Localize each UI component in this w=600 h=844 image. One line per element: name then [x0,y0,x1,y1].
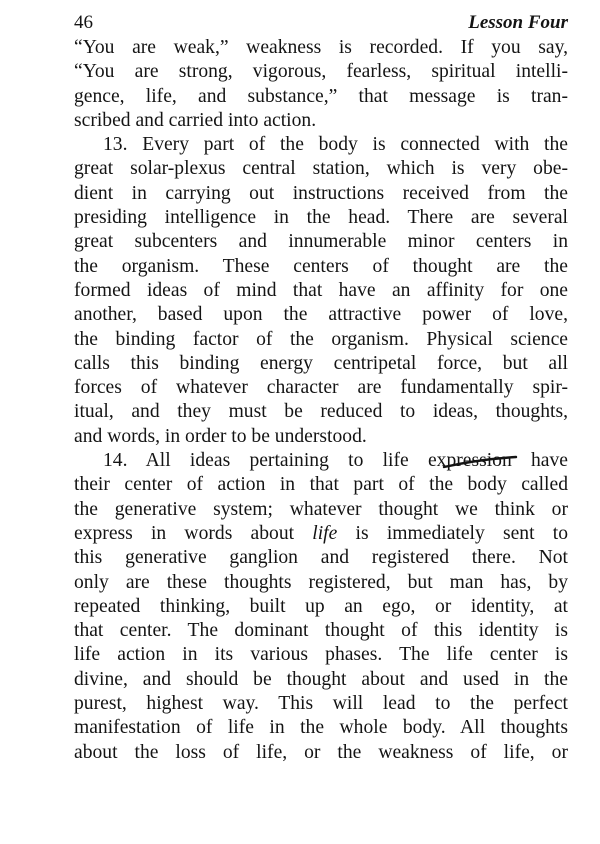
text-line: dient in carrying out instructions received from the [74,182,568,204]
text-line: and words, in order to be understood. [74,425,367,447]
text-line: forces of whatever character are fundamentally spir- [74,377,568,399]
text-line: another, based upon the attractive power of love, [74,304,568,326]
text-line: scribed and carried into action. [74,109,317,131]
text-line: purest, highest way. This will lead to the perfect [74,693,568,715]
text-line: great subcenters and innumerable minor centers in [74,231,568,253]
text-line: manifestation of life in the whole body. All thoughts [74,717,568,739]
text-line: the generative system; whatever thought we think or [74,498,568,520]
body-text [74,36,568,765]
text-segment: express in words about [74,522,313,544]
text-line: the organism. These centers of thought are the [74,255,568,277]
paragraph-13-first-line: 13. Every part of the body is connected with the [103,134,568,156]
text-line: gence, life, and substance,” that message is tran- [74,85,568,107]
pen-stroke-mark [440,452,520,472]
text-line: repeated thinking, built up an ego, or identity, at [74,595,568,617]
text-line: about the loss of life, or the weakness of life, or [74,741,568,763]
text-line: presiding intelligence in the head. There are several [74,207,568,229]
page-number: 46 [74,12,93,33]
text-line-with-italic [74,522,568,546]
text-line: formed ideas of mind that have an affinity for one [74,279,568,301]
text-line: this generative ganglion and registered there. Not [74,547,568,569]
text-line: “You are strong, vigorous, fearless, spiritual intelli- [74,61,568,83]
running-head: Lesson Four [468,12,568,33]
text-line: the binding factor of the organism. Physical science [74,328,568,350]
text-line: only are these thoughts registered, but man has, by [74,571,568,593]
italic-word-life: life [312,522,338,544]
text-line: itual, and they must be reduced to ideas, thoughts, [74,401,568,423]
text-line: life action in its various phases. The life center is [74,644,568,666]
page-header [74,12,568,38]
text-line: “You are weak,” weakness is recorded. If you say, [74,37,568,58]
text-line: divine, and should be thought about and used in the [74,668,568,690]
text-segment: is immediately sent to [337,522,568,544]
text-line: their center of action in that part of the body called [74,474,568,496]
paragraph-14-first-line: 14. All ideas pertaining to life expression have [103,450,568,472]
text-line: that center. The dominant thought of this identity is [74,620,568,642]
text-line: great solar-plexus central station, which is very obe- [74,158,568,180]
text-line: calls this binding energy centripetal force, but all [74,352,568,374]
